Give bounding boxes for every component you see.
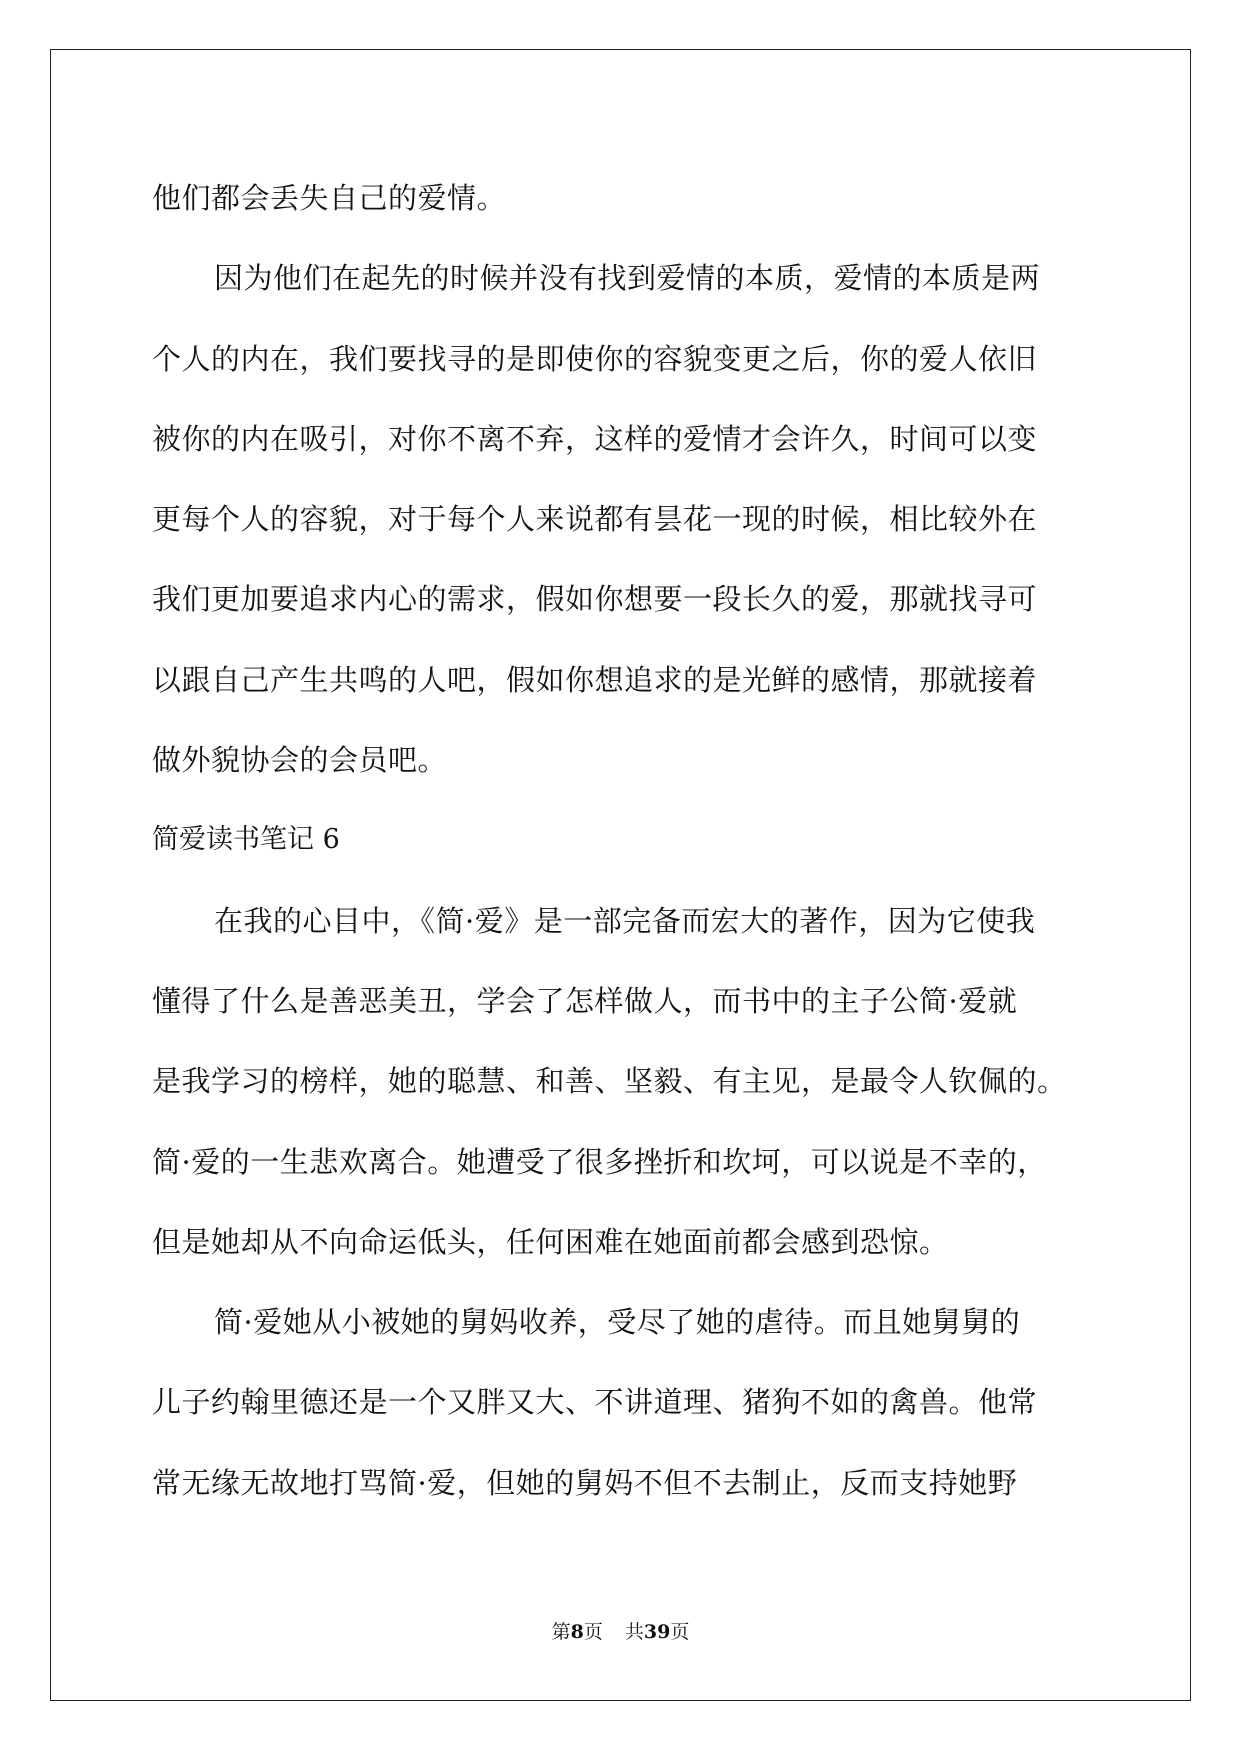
page-suffix: 页 bbox=[583, 1621, 603, 1643]
total-prefix: 共 bbox=[624, 1621, 644, 1643]
text-line: 做外貌协会的会员吧。 bbox=[152, 743, 448, 778]
text-line: 懂得了什么是善恶美丑，学会了怎样做人，而书中的主子公简·爱就 bbox=[152, 983, 1018, 1018]
text-line: 儿子约翰里德还是一个又胖又大、不讲道理、猪狗不如的禽兽。他常 bbox=[152, 1385, 1038, 1420]
page-number-label bbox=[552, 1621, 603, 1643]
paragraph-start-line: 在我的心目中，《简·爱》是一部完备而宏大的著作，因为它使我 bbox=[214, 903, 1036, 938]
total-page-count: 39 bbox=[643, 1621, 671, 1643]
page-footer bbox=[0, 1618, 1241, 1646]
text-line: 他们都会丢失自己的爱情。 bbox=[152, 181, 507, 215]
current-page-number: 8 bbox=[570, 1621, 584, 1643]
text-line: 更每个人的容貌，对于每个人来说都有昙花一现的时候，相比较外在 bbox=[152, 502, 1038, 537]
text-line: 但是她却从不向命运低头，任何困难在她面前都会感到恐惊。 bbox=[152, 1224, 949, 1259]
page-total-label bbox=[625, 1621, 689, 1643]
text-line: 以跟自己产生共鸣的人吧，假如你想追求的是光鲜的感情，那就接着 bbox=[152, 662, 1038, 697]
text-line: 是我学习的榜样，她的聪慧、和善、坚毅、有主见，是最令人钦佩的。 bbox=[152, 1064, 1067, 1099]
total-suffix: 页 bbox=[670, 1621, 690, 1643]
text-line: 常无缘无故地打骂简·爱，但她的舅妈不但不去制止，反而支持她野 bbox=[152, 1465, 1018, 1500]
text-line: 我们更加要追求内心的需求，假如你想要一段长久的爱，那就找寻可 bbox=[152, 582, 1038, 617]
text-line: 个人的内在，我们要找寻的是即使你的容貌变更之后，你的爱人依旧 bbox=[152, 341, 1038, 376]
text-line: 简·爱的一生悲欢离合。她遭受了很多挫折和坎坷，可以说是不幸的， bbox=[152, 1144, 1047, 1179]
document-body bbox=[152, 158, 1092, 1523]
text-line: 被你的内在吸引，对你不离不弃，这样的爱情才会许久，时间可以变 bbox=[152, 421, 1038, 456]
section-heading: 简爱读书笔记 6 bbox=[152, 824, 340, 856]
paragraph-start-line: 简·爱她从小被她的舅妈收养，受尽了她的虐待。而且她舅舅的 bbox=[214, 1305, 1021, 1340]
paragraph-start-line: 因为他们在起先的时候并没有找到爱情的本质，爱情的本质是两 bbox=[214, 261, 1041, 296]
page-prefix: 第 bbox=[551, 1621, 571, 1643]
